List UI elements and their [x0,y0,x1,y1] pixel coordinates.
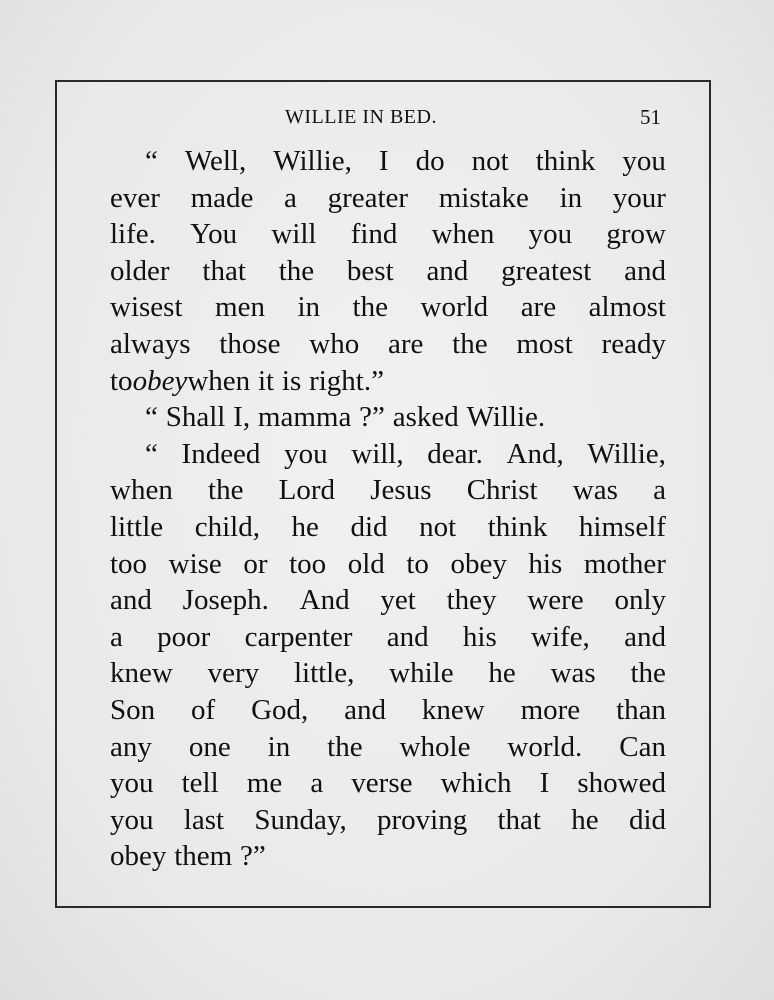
word: whole [399,730,471,763]
word: Well, [184,145,247,177]
word: ?” [359,401,385,434]
word: is [281,364,302,397]
word: a [110,620,123,653]
word: dear. [427,437,483,470]
word: a [653,474,666,507]
word: himself [578,510,666,543]
word: than [616,693,666,726]
word: Jesus [370,474,432,507]
word: poor [157,620,211,653]
word: when [431,218,495,251]
word: best [346,254,394,287]
word: were [527,584,584,617]
text-line [110,216,666,253]
word: too [289,547,327,580]
word: your [612,181,666,214]
word: think [535,145,596,177]
word: you [110,803,154,836]
word: in [267,730,291,763]
word: that [202,254,246,287]
word: who [309,327,360,360]
word: to [110,364,133,397]
word: when [110,474,173,507]
word: to [406,547,429,580]
word: Can [619,730,666,763]
word: them [174,840,233,873]
word: And, [506,437,564,470]
word: in [559,181,583,214]
word: in [297,291,321,324]
word: or [243,547,268,580]
word: will, [351,437,404,470]
text-line [110,436,666,473]
text-line [110,619,666,656]
text-line [110,180,666,217]
word: of [191,693,216,726]
word: “ [145,437,158,470]
word: his [528,547,563,580]
word: will [271,218,317,251]
word: verse [351,767,413,800]
word: and [344,693,387,726]
text-line [110,472,666,509]
word: wise [168,547,222,580]
word: too [110,547,148,580]
word: you [284,437,328,470]
word: I, [233,401,251,434]
word: knew [110,657,173,690]
word: that [497,803,541,836]
word: the [630,657,666,690]
word: Sunday, [254,803,347,836]
word: proving [377,803,468,836]
word: knew [421,693,485,726]
word: life. [110,218,156,251]
word: you [528,218,573,251]
text-line [110,399,666,436]
word: carpenter [244,620,353,653]
text-line [110,509,666,546]
word: when [187,364,251,397]
word: did [628,803,666,836]
word: Willie, [273,145,352,177]
word: the [278,254,315,287]
word: you [110,767,154,800]
text-line [110,692,666,729]
running-head [0,103,774,131]
word: I [539,767,550,800]
text-line [110,546,666,583]
text-line [110,729,666,766]
word: the [208,474,244,507]
word: those [219,327,281,360]
word: only [614,584,666,617]
text-line [110,289,666,326]
word: they [446,584,497,617]
word: any [110,730,152,763]
word: the [452,327,488,360]
word: obey [132,364,188,397]
word: was [572,474,618,507]
text-line [110,838,666,875]
page-number: 51 [640,105,661,129]
word: And [299,584,350,617]
word: a [284,181,297,214]
word: Joseph. [182,584,269,617]
word: wisest [110,291,183,324]
text-line [110,363,666,400]
word: God, [251,693,309,726]
word: last [183,803,225,836]
word: which [440,767,512,800]
word: little [110,510,164,543]
text-line [110,765,666,802]
word: little, [293,657,355,690]
word: the [327,730,363,763]
word: not [471,145,509,177]
word: child, [194,510,260,543]
word: world [420,291,489,324]
running-title: WILLIE IN BED. [285,106,437,128]
word: he [291,510,319,543]
word: right.” [309,364,384,397]
word: almost [588,291,666,324]
word: always [110,327,191,360]
word: Christ [466,474,538,507]
word: and [386,620,429,653]
word: ever [110,181,160,214]
word: wife, [531,620,590,653]
word: old [347,547,385,580]
word: obey [450,547,507,580]
word: you [622,145,666,177]
text-line [110,326,666,363]
word: and [426,254,469,287]
text-line [110,802,666,839]
word: greater [327,181,409,214]
word: tell [181,767,219,800]
word: mamma [257,401,352,434]
word: grow [606,218,666,251]
word: “ [145,401,158,434]
word: most [516,327,573,360]
text-line [110,143,666,180]
word: You [190,218,238,251]
word: he [488,657,516,690]
word: are [520,291,557,324]
word: Lord [278,474,336,507]
word: Son [110,693,156,726]
word: asked [392,401,459,434]
word: do [415,145,445,177]
word: his [462,620,497,653]
word: and [624,620,666,653]
word: while [389,657,454,690]
word: Indeed [181,437,261,470]
word: obey [110,840,167,873]
body-text [110,143,666,875]
word: and [624,254,666,287]
word: ready [601,327,666,360]
word: showed [577,767,666,800]
word: a [310,767,324,800]
text-line [110,582,666,619]
word: Willie. [466,401,546,434]
word: made [190,181,254,214]
word: me [246,767,283,800]
word: it [257,364,275,397]
word: very [207,657,260,690]
word: more [520,693,581,726]
word: mistake [438,181,529,214]
word: not [419,510,457,543]
word: Willie, [587,437,666,470]
text-line [110,655,666,692]
word: and [110,584,152,617]
word: greatest [501,254,592,287]
word: world. [507,730,583,763]
word: did [350,510,388,543]
word: find [350,218,398,251]
word: was [550,657,596,690]
word: ?” [240,840,266,873]
text-line [110,253,666,290]
word: I [378,145,389,177]
word: Shall [165,401,226,434]
word: men [215,291,265,324]
word: think [487,510,548,543]
word: “ [145,145,158,177]
word: yet [380,584,416,617]
word: the [352,291,388,324]
word: he [571,803,599,836]
word: mother [583,547,666,580]
word: older [110,254,170,287]
word: one [188,730,231,763]
word: are [388,327,424,360]
